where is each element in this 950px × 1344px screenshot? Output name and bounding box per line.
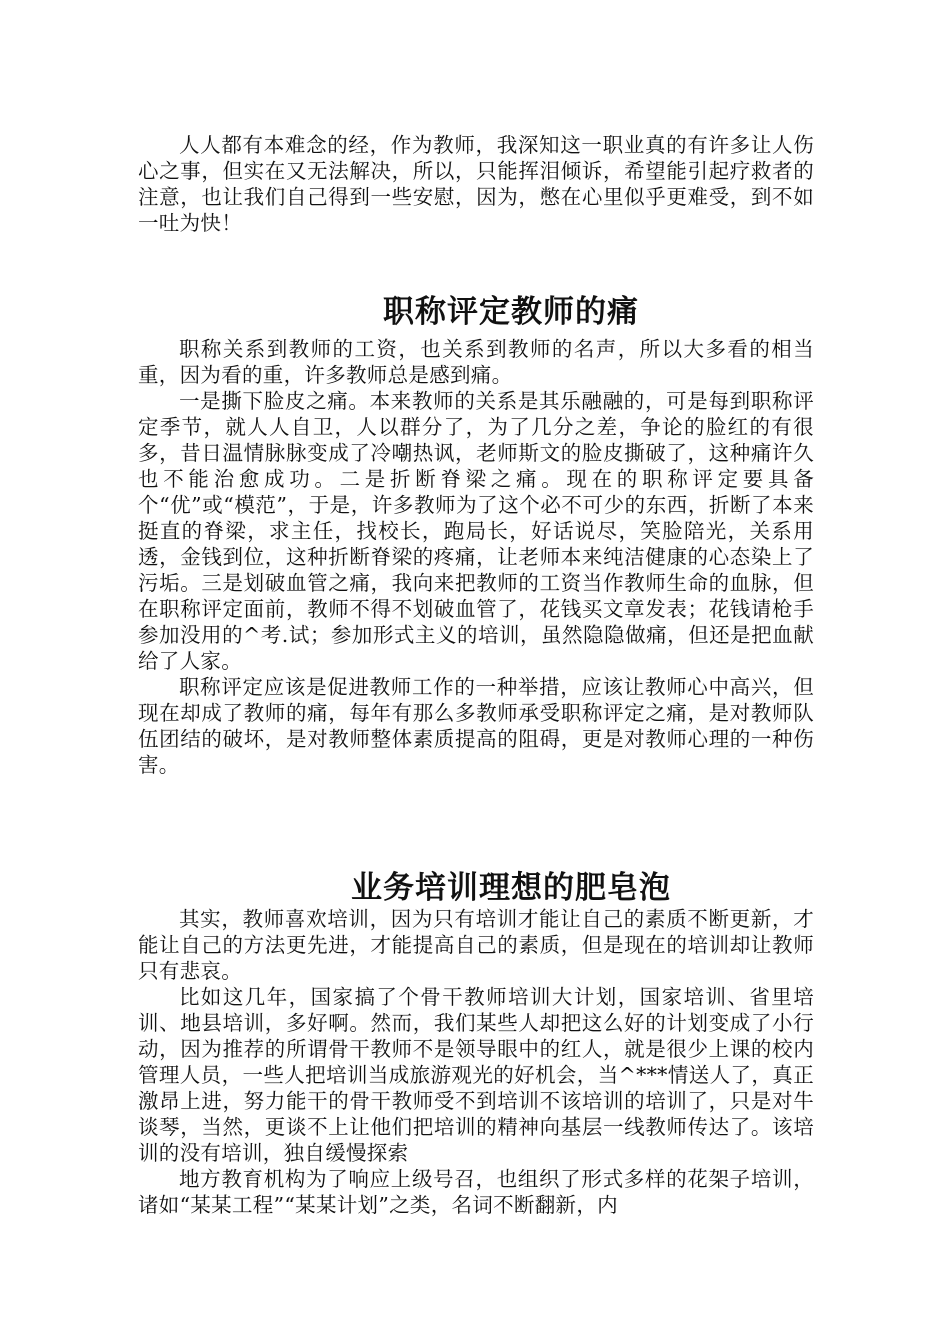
section-title-title-evaluation: 职称评定教师的痛 xyxy=(383,294,639,330)
paragraph: 比如这几年，国家搞了个骨干教师培训大计划，国家培训、省里培训、地县培训，多好啊。然而，我们某些人却把这么好的计划变成了小行动，因为推荐的所谓骨干教师不是领导眼中的红人，就是很少上课的校内管理人员，一些人把培训当成旅游观光的好机会，当^***情送人了，真正激昂上进，努力能干的骨干教师受不到培训不该培训的培训了，只是对牛谈琴，当然，更谈不上让他们把培训的精神向基层一线教师传达了。该培训的没有培训，独自缓慢探索 xyxy=(138,985,814,1165)
intro-paragraph: 人人都有本难念的经，作为教师，我深知这一职业真的有许多让人伤心之事，但实在又无法解决，所以，只能挥泪倾诉，希望能引起疗救者的注意，也让我们自己得到一些安慰，因为，憋在心里似乎更难受，到不如一吐为快！ xyxy=(138,133,814,235)
paragraph: 地方教育机构为了响应上级号召，也组织了形式多样的花架子培训，诸如“某某工程”“某某计划”之类，名词不断翻新，内 xyxy=(138,1167,814,1217)
paragraph: 职称关系到教师的工资，也关系到教师的名声，所以大多看的相当重，因为看的重，许多教师总是感到痛。 xyxy=(138,337,814,387)
paragraph: 职称评定应该是促进教师工作的一种举措，应该让教师心中高兴，但现在却成了教师的痛，每年有那么多教师承受职称评定之痛，是对教师队伍团结的破坏，是对教师整体素质提高的阻碍，更是对教师心理的一种伤害。 xyxy=(138,675,814,777)
intro-section xyxy=(138,132,814,236)
section-title-business-training: 业务培训理想的肥皂泡 xyxy=(351,870,671,906)
paragraph: 其实，教师喜欢培训，因为只有培训才能让自己的素质不断更新，才能让自己的方法更先进，才能提高自己的素质，但是现在的培训却让教师只有悲哀。 xyxy=(138,907,814,983)
section-body-business-training xyxy=(138,906,814,1218)
section-body-title-evaluation xyxy=(138,336,814,778)
paragraph: 一是撕下脸皮之痛。本来教师的关系是其乐融融的，可是每到职称评定季节，就人人自卫，人以群分了，为了几分之差，争论的脸红的有很多，昔日温情脉脉变成了冷嘲热讽，老师斯文的脸皮撕破了，这种痛许久也不能治愈成功。二是折断脊梁之痛。现在的职称评定要具备个“优”或“模范”，于是，许多教师为了这个必不可少的东西，折断了本来挺直的脊梁，求主任，找校长，跑局长，好话说尽，笑脸陪光，关系用透，金钱到位，这种折断脊梁的疼痛，让老师本来纯洁健康的心态染上了污垢。三是划破血管之痛，我向来把教师的工资当作教师生命的血脉，但在职称评定面前，教师不得不划破血管了，花钱买文章发表；花钱请枪手参加没用的^考.试；参加形式主义的培训，虽然隐隐做痛，但还是把血献给了人家。 xyxy=(138,389,814,673)
